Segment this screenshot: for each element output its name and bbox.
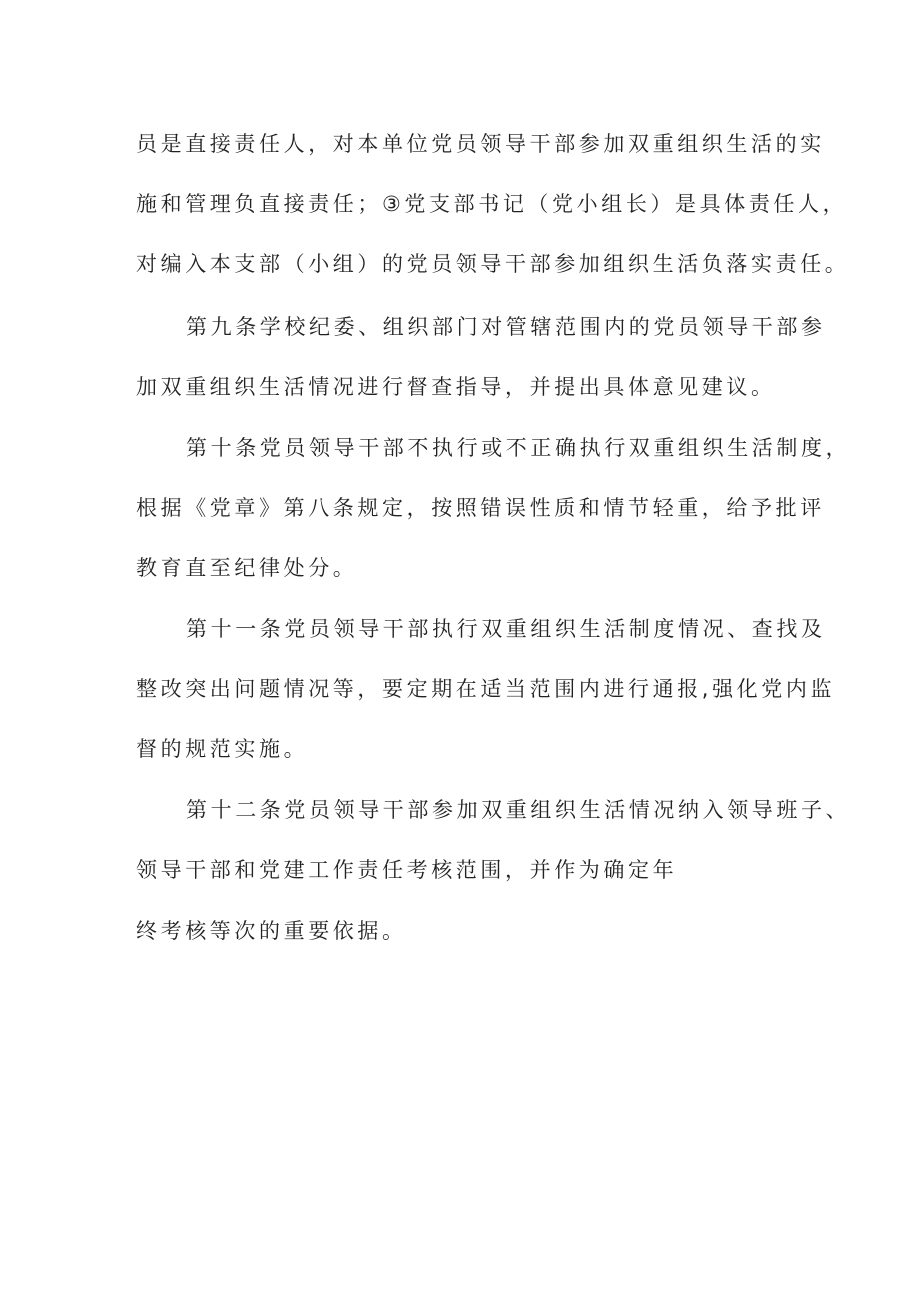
text-line: 根据《党章》第八条规定，按照错误性质和情节轻重，给予批评	[136, 496, 825, 520]
text-line: 终考核等次的重要依据。	[136, 919, 407, 943]
article-10-line: 第十条党员领导干部不执行或不正确执行双重组织生活制度，	[186, 436, 851, 460]
text-line: 督的规范实施。	[136, 737, 309, 761]
text-line: 对编入本支部（小组）的党员领导干部参加组织生活负落实责任。	[136, 252, 850, 276]
text-line: 加双重组织生活情况进行督查指导，并提出具体意见建议。	[136, 375, 776, 399]
text-line: 员是直接责任人，对本单位党员领导干部参加双重组织生活的实	[136, 132, 825, 156]
text-line: 整改突出问题情况等，要定期在适当范围内进行通报,强化党内监	[136, 677, 836, 701]
text-line: 领导干部和党建工作责任考核范围，并作为确定年	[136, 858, 678, 882]
text-line: 教育直至纪律处分。	[136, 556, 358, 580]
text-line: 施和管理负直接责任；③党支部书记（党小组长）是具体责任人，	[136, 192, 848, 216]
article-9-line: 第九条学校纪委、组织部门对管辖范围内的党员领导干部参	[186, 315, 826, 339]
article-11-line: 第十一条党员领导干部执行双重组织生活制度情况、查找及	[186, 617, 826, 641]
article-12-line: 第十二条党员领导干部参加双重组织生活情况纳入领导班子、	[186, 798, 851, 822]
